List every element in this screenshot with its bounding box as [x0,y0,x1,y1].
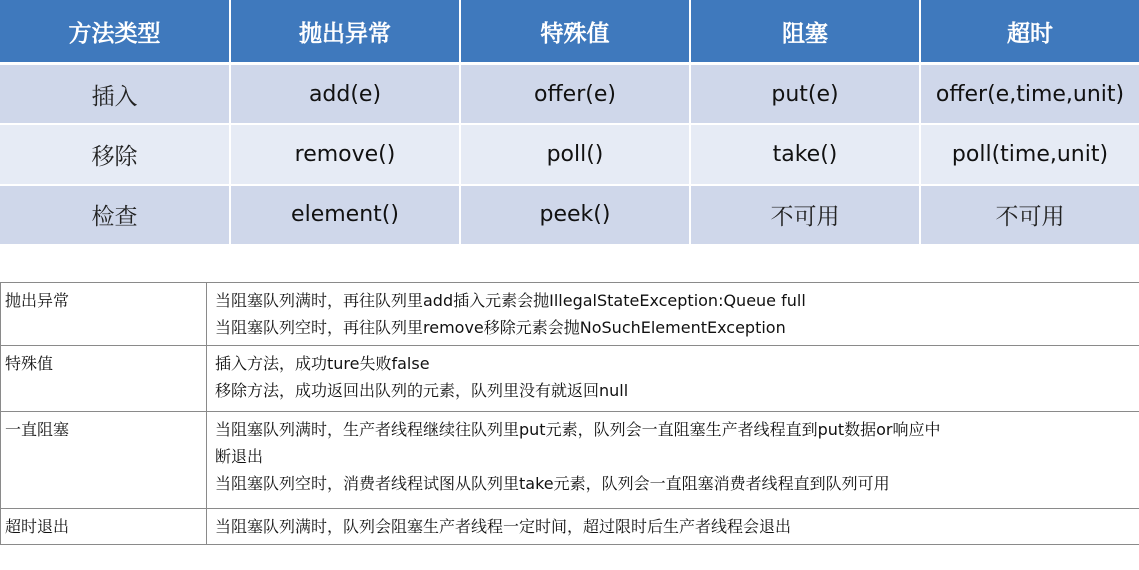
table-cell: poll() [460,124,690,184]
header-timeout: 超时 [920,0,1139,64]
table-cell: element() [230,185,460,244]
description-line: 当阻塞队列满时，队列会阻塞生产者线程一定时间，超过限时后生产者线程会退出 [215,517,792,536]
description-row-throws [1,283,1139,346]
description-key: 一直阻塞 [1,412,207,509]
description-row-special-value [1,346,1139,412]
description-table [0,282,1139,545]
row-label-examine: 检查 [0,185,230,244]
header-method-type: 方法类型 [0,0,230,64]
table-row-insert [0,64,1139,125]
methods-table [0,0,1139,244]
description-text [207,509,1139,545]
table-cell: offer(e,time,unit) [920,64,1139,125]
description-line: 插入方法，成功ture失败false [215,354,430,373]
description-line: 当阻塞队列空时，再往队列里remove移除元素会抛NoSuchElementException [215,318,786,337]
table-cell: poll(time,unit) [920,124,1139,184]
description-text [207,412,1139,509]
header-throws-exception: 抛出异常 [230,0,460,64]
table-cell: put(e) [690,64,920,125]
description-line: 移除方法，成功返回出队列的元素，队列里没有就返回null [215,381,629,400]
table-row-examine [0,185,1139,244]
table-cell: offer(e) [460,64,690,125]
description-row-timeout [1,509,1139,545]
description-row-blocks [1,412,1139,509]
table-cell: add(e) [230,64,460,125]
table-cell: peek() [460,185,690,244]
row-label-insert: 插入 [0,64,230,125]
description-line: 当阻塞队列满时，再往队列里add插入元素会抛IllegalStateException:Queue full [215,291,806,310]
table-cell: take() [690,124,920,184]
description-key: 抛出异常 [1,283,207,346]
description-line: 当阻塞队列空时，消费者线程试图从队列里take元素，队列会一直阻塞消费者线程直到队列可用 [215,474,890,493]
description-line: 当阻塞队列满时，生产者线程继续往队列里put元素，队列会一直阻塞生产者线程直到put数据or响应中 [215,420,941,439]
methods-table-header-row [0,0,1139,64]
description-key: 特殊值 [1,346,207,412]
table-cell: 不可用 [920,185,1139,244]
description-line: 断退出 [215,447,264,466]
table-cell: 不可用 [690,185,920,244]
header-blocks: 阻塞 [690,0,920,64]
header-special-value: 特殊值 [460,0,690,64]
table-row-remove [0,124,1139,184]
description-text [207,346,1139,412]
description-text [207,283,1139,346]
table-cell: remove() [230,124,460,184]
row-label-remove: 移除 [0,124,230,184]
description-key: 超时退出 [1,509,207,545]
